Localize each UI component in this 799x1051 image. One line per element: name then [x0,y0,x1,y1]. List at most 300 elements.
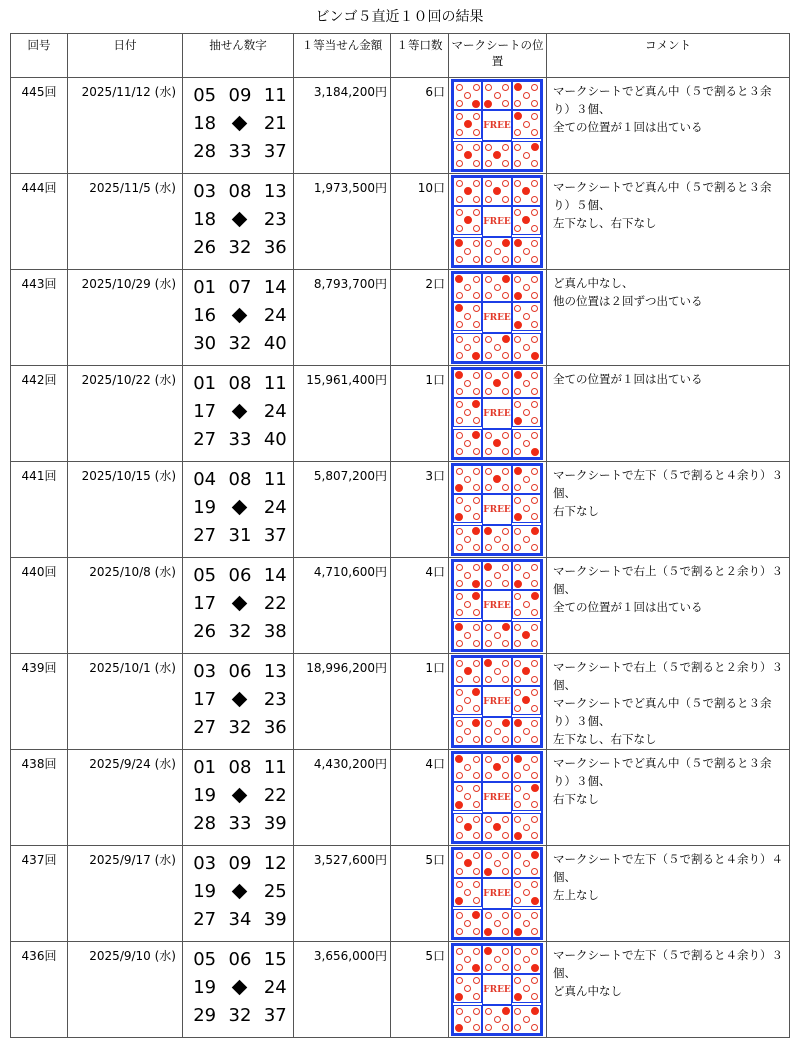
comment-line: 右下なし [553,504,599,518]
mark-circle [531,564,538,571]
mark-sheet [449,270,547,366]
mark-circle [473,497,480,504]
drawn-number: 24 [263,497,287,518]
mark-circle [464,785,471,792]
mark-circle [514,772,521,779]
mark-circle [464,505,471,512]
mark-circle [485,860,492,867]
mark-circle [531,689,538,696]
mark-circle [455,801,463,809]
center-mark [222,686,257,714]
mark-circle [531,121,538,128]
mark-circle [485,440,492,447]
mark-circle [523,121,530,128]
draw-date: 2025/11/12 (水) [68,78,183,174]
mark-circle [473,736,480,743]
mark-circle [464,113,471,120]
mark-circle [484,527,492,535]
winner-count: 10口 [391,174,449,270]
mark-circle [523,772,530,779]
sheet-cell [512,177,541,206]
mark-circle [473,505,480,512]
mark-circle [523,720,530,727]
mark-circle [485,816,492,823]
drawn-number: 30 [193,333,217,354]
mark-circle [514,180,521,187]
mark-circle [494,580,501,587]
number-line [187,590,293,618]
mark-circle [514,868,521,875]
free-cell: FREE [482,302,512,333]
mark-circle [456,188,463,195]
mark-circle [531,505,538,512]
mark-circle [514,676,521,683]
mark-circle [494,956,501,963]
mark-circle [484,928,492,936]
mark-circle [485,276,492,283]
mark-circle [523,528,530,535]
mark-circle [464,580,471,587]
mark-circle [473,928,480,935]
mark-circle [531,720,538,727]
sheet-cell [512,782,541,811]
sheet-cell [453,398,482,427]
winning-numbers [183,78,294,174]
mark-circle [502,1024,509,1031]
sheet-cell [482,945,512,974]
mark-circle [531,513,538,520]
number-line [187,398,293,426]
mark-circle [514,83,522,91]
mark-circle [485,372,492,379]
mark-circle [514,705,521,712]
mark-circle [472,911,480,919]
mark-circle [494,772,501,779]
mark-circle [523,928,530,935]
mark-circle [472,431,480,439]
mark-circle [514,697,521,704]
mark-circle [473,336,480,343]
mark-circle [456,344,463,351]
mark-circle [523,640,530,647]
mark-circle [514,601,521,608]
drawn-number: 03 [193,181,217,202]
mark-circle [514,977,521,984]
mark-circle [523,993,530,1000]
mark-circle [485,92,492,99]
mark-sheet-grid [451,943,543,1036]
mark-circle [514,689,521,696]
mark-circle [523,852,530,859]
drawn-number: 39 [263,909,287,930]
drawn-number: 01 [193,277,217,298]
mark-circle [523,513,530,520]
draw-date: 2025/10/22 (水) [68,366,183,462]
mark-circle [473,476,480,483]
mark-circle [502,144,509,151]
number-line [187,138,293,166]
mark-circle [502,388,509,395]
mark-circle [485,468,492,475]
mark-circle [473,417,480,424]
mark-circle [514,336,521,343]
drawn-number: 37 [263,141,287,162]
mark-circle [464,676,471,683]
mark-circle [473,484,480,491]
mark-circle [485,484,492,491]
mark-circle [494,180,501,187]
mark-circle [523,860,530,867]
drawn-number: 36 [263,717,287,738]
mark-circle [473,1016,480,1023]
mark-circle [485,772,492,779]
mark-circle [502,623,510,631]
mark-circle [514,513,522,521]
mark-circle [456,689,463,696]
mark-circle [464,985,471,992]
mark-circle [523,920,530,927]
mark-circle [494,632,501,639]
mark-circle [456,881,463,888]
mark-circle [523,100,530,107]
mark-circle [494,564,501,571]
mark-circle [473,632,480,639]
mark-circle [502,824,509,831]
drawn-number: 08 [228,373,252,394]
number-line [187,782,293,810]
drawn-number: 32 [228,333,252,354]
mark-circle [456,352,463,359]
mark-circle [523,276,530,283]
center-mark [222,974,257,1002]
mark-circle [485,676,492,683]
mark-circle [514,380,521,387]
free-cell: FREE [482,398,512,429]
mark-circle [531,897,539,905]
mark-circle [514,417,522,425]
comment-line: マークシートで左下（５で割ると４余り）３個、 [553,468,783,500]
mark-circle [455,304,463,312]
mark-circle [514,832,522,840]
mark-circle [531,476,538,483]
mark-circle [473,897,480,904]
mark-circle [493,823,501,831]
mark-circle [485,824,492,831]
number-line [187,426,293,454]
mark-circle [514,388,521,395]
mark-circle [464,1008,471,1015]
number-line [187,562,293,590]
mark-circle [485,956,492,963]
center-mark [222,782,257,810]
mark-circle [464,160,471,167]
draw-date: 2025/10/29 (水) [68,270,183,366]
mark-circle [473,785,480,792]
mark-circle [485,432,492,439]
winning-numbers [183,270,294,366]
comment [547,846,790,942]
mark-circle [531,352,539,360]
mark-circle [494,544,501,551]
number-line [187,494,293,522]
mark-circle [523,256,530,263]
diamond-icon [232,404,248,420]
mark-circle [456,380,463,387]
mark-circle [464,216,472,224]
header-winners: １等口数 [391,34,449,78]
mark-circle [514,852,521,859]
round-number: 437回 [11,846,68,942]
mark-circle [531,209,538,216]
mark-circle [473,388,480,395]
mark-circle [531,868,538,875]
drawn-number: 27 [193,717,217,738]
sheet-cell [453,429,482,458]
prize-amount: 18,996,200円 [294,654,391,750]
sheet-cell [512,849,541,878]
mark-circle [531,624,538,631]
mark-circle [456,505,463,512]
mark-circle [502,920,509,927]
mark-circle [502,84,509,91]
mark-circle [531,321,538,328]
drawn-number: 22 [263,785,287,806]
free-cell: FREE [482,494,512,525]
mark-circle [502,536,509,543]
number-line [187,754,293,782]
sheet-cell [482,621,512,650]
mark-circle [456,816,463,823]
mark-circle [502,580,509,587]
mark-circle [514,248,521,255]
mark-circle [464,572,471,579]
mark-circle [473,256,480,263]
mark-circle [514,284,521,291]
mark-circle [485,144,492,151]
number-line [187,82,293,110]
mark-circle [502,868,509,875]
mark-circle [455,239,463,247]
mark-circle [531,336,538,343]
mark-circle [523,113,530,120]
mark-circle [531,764,538,771]
mark-circle [473,344,480,351]
mark-circle [531,432,538,439]
mark-circle [456,676,463,683]
mark-circle [514,1016,521,1023]
mark-circle [456,217,463,224]
mark-circle [473,881,480,888]
mark-circle [456,601,463,608]
mark-circle [523,1016,530,1023]
mark-circle [485,736,492,743]
mark-circle [494,284,501,291]
mark-circle [514,624,521,631]
number-line [187,906,293,934]
comment-line: 全ての位置が１回は出ている [553,120,703,134]
mark-circle [464,993,471,1000]
sheet-cell [512,878,541,907]
mark-circle [514,897,521,904]
sheet-cell [482,561,512,590]
mark-circle [473,956,480,963]
sheet-cell [453,621,482,650]
mark-circle [473,572,480,579]
mark-circle [456,160,463,167]
sheet-cell [482,657,512,686]
mark-circle [456,497,463,504]
mark-circle [523,180,530,187]
mark-circle [456,209,463,216]
table-row [11,78,790,174]
mark-circle [514,912,521,919]
mark-circle [502,160,509,167]
round-number: 443回 [11,270,68,366]
mark-circle [523,321,530,328]
mark-circle [523,728,530,735]
drawn-number: 21 [263,113,287,134]
mark-circle [473,1008,480,1015]
mark-circle [494,868,501,875]
comment [547,270,790,366]
mark-circle [494,912,501,919]
mark-circle [456,580,463,587]
mark-circle [473,217,480,224]
table-row [11,174,790,270]
mark-circle [502,816,509,823]
mark-circle [456,129,463,136]
mark-circle [484,563,492,571]
mark-circle [523,572,530,579]
sheet-cell [453,813,482,842]
comment-line: マークシートで右上（５で割ると２余り）３個、 [553,564,783,596]
mark-circle [464,764,471,771]
mark-circle [464,276,471,283]
mark-circle [514,564,521,571]
mark-circle [502,188,509,195]
drawn-number: 14 [263,277,287,298]
sheet-cell [512,909,541,938]
mark-circle [494,352,501,359]
draw-date: 2025/9/24 (水) [68,750,183,846]
mark-circle [473,668,480,675]
table-row [11,942,790,1038]
sheet-cell [482,177,512,206]
mark-circle [456,388,463,395]
sheet-cell [453,525,482,554]
number-grid [183,942,293,1030]
mark-circle [464,632,471,639]
mark-circle [485,1016,492,1023]
comment-line: マークシートでど真ん中（５で割ると３余り）３個、 [553,84,772,116]
table-row [11,366,790,462]
mark-circle [473,380,480,387]
mark-circle [456,313,463,320]
mark-circle [531,1016,538,1023]
mark-circle [456,632,463,639]
mark-circle [502,484,509,491]
mark-circle [523,801,530,808]
mark-circle [493,379,501,387]
mark-circle [523,536,530,543]
mark-circle [455,897,463,905]
mark-circle [502,256,509,263]
mark-circle [464,816,471,823]
mark-circle [531,100,538,107]
sheet-cell [453,590,482,619]
mark-circle [473,977,480,984]
mark-circle [456,660,463,667]
mark-circle [502,719,510,727]
mark-circle [456,728,463,735]
comment-line: 右下なし [553,792,599,806]
mark-circle [473,468,480,475]
mark-circle [514,593,521,600]
mark-circle [473,609,480,616]
mark-circle [502,344,509,351]
drawn-number: 06 [228,661,252,682]
mark-circle [531,793,538,800]
mark-sheet [449,750,547,846]
mark-circle [464,388,471,395]
results-table [10,33,790,1038]
mark-circle [523,580,530,587]
mark-circle [523,793,530,800]
number-line [187,178,293,206]
mark-circle [456,248,463,255]
mark-circle [523,129,530,136]
mark-circle [502,544,509,551]
mark-circle [531,188,538,195]
sheet-cell [482,753,512,782]
mark-circle [523,84,530,91]
mark-circle [502,832,509,839]
mark-circle [514,448,521,455]
drawn-number: 06 [228,565,252,586]
mark-circle [514,785,521,792]
mark-circle [494,388,501,395]
number-grid [183,462,293,550]
winner-count: 3口 [391,462,449,558]
drawn-number: 18 [193,209,217,230]
mark-circle [473,121,480,128]
mark-circle [472,527,480,535]
mark-circle [531,1024,538,1031]
sheet-cell [453,1005,482,1034]
mark-circle [464,100,471,107]
mark-circle [456,113,463,120]
mark-circle [531,313,538,320]
mark-circle [523,868,530,875]
draw-date: 2025/9/10 (水) [68,942,183,1038]
sheet-cell [512,813,541,842]
mark-circle [473,240,480,247]
mark-circle [531,985,538,992]
sheet-cell [453,782,482,811]
free-cell: FREE [482,878,512,909]
winning-numbers [183,942,294,1038]
drawn-number: 28 [193,813,217,834]
mark-circle [494,832,501,839]
number-line [187,110,293,138]
drawn-number: 34 [228,909,252,930]
number-line [187,274,293,302]
mark-circle [523,956,530,963]
sheet-cell [482,273,512,302]
mark-circle [523,313,530,320]
mark-circle [531,977,538,984]
mark-circle [531,816,538,823]
